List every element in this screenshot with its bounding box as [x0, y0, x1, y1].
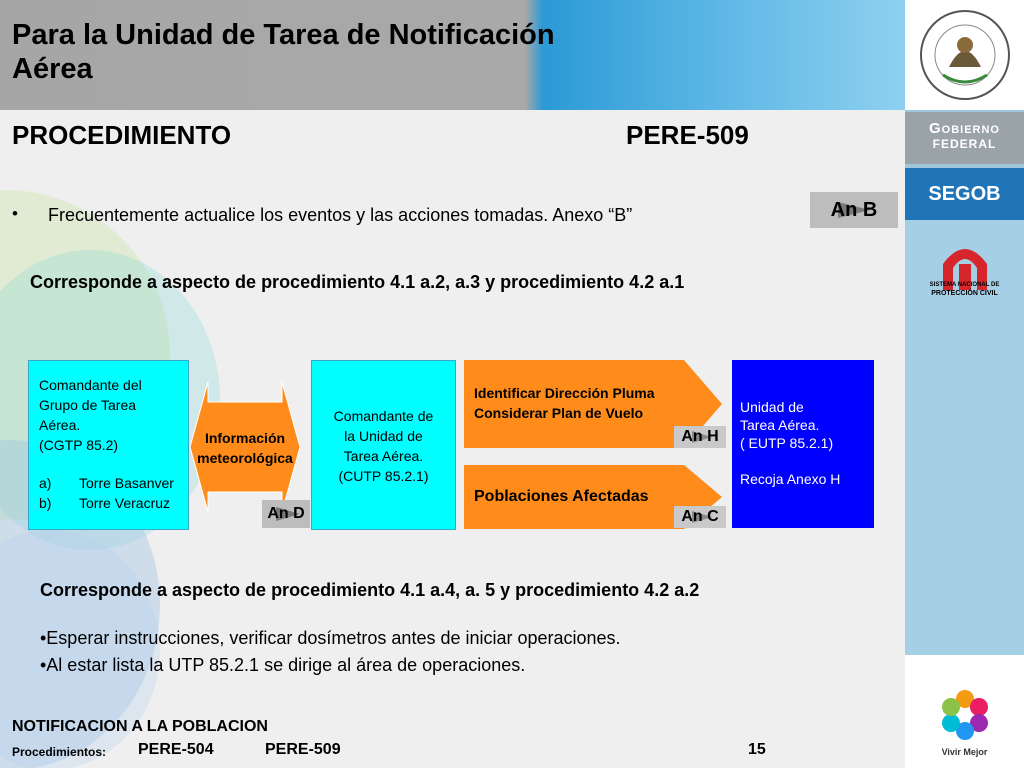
box2-line: la Unidad de — [344, 428, 423, 444]
arrow-top-line: Identificar Dirección Pluma — [474, 385, 655, 401]
annex-d-label: An D — [267, 505, 305, 522]
bullet-marker: • — [12, 204, 18, 223]
box3-line: Recoja Anexo H — [740, 471, 841, 487]
bullet-text: Frecuentemente actualice los eventos y las acciones tomadas. Anexo “B” — [48, 205, 633, 225]
vivir-mejor-text: Vivir Mejor — [941, 747, 988, 757]
procedure-reference-1: Corresponde a aspecto de procedimiento 4.1 a.2, a.3 y procedimiento 4.2 a.1 — [30, 272, 685, 292]
arrow-top-line: Considerar Plan de Vuelo — [474, 405, 644, 421]
footer-label: Procedimientos: — [12, 745, 107, 759]
segob-badge — [905, 168, 1024, 220]
page-title: Para la Unidad de Tarea de Notificación Aérea — [12, 19, 555, 85]
mexican-seal-icon — [915, 5, 1015, 105]
box1-line: Aérea. — [39, 417, 81, 433]
list-item: b) Torre Veracruz — [39, 495, 171, 511]
box1-line: Grupo de Tarea — [39, 397, 137, 413]
list-item: a) Torre Basanver — [39, 475, 174, 491]
annex-b-label: An B — [830, 199, 878, 221]
box2-line: Tarea Aérea. — [343, 448, 424, 464]
vivir-mejor-panel — [905, 655, 1024, 768]
vivir-mejor-logo-icon — [935, 685, 995, 745]
annex-c-label: An C — [681, 508, 719, 525]
proteccion-civil-panel — [905, 220, 1024, 655]
annex-h-label: An H — [681, 428, 719, 445]
section-label: PROCEDIMIENTO — [12, 120, 232, 150]
box3-line: Unidad de — [740, 399, 804, 415]
box3-line: Tarea Aérea. — [740, 417, 820, 433]
segob-text: SEGOB — [928, 183, 1001, 205]
box1-line: (CGTP 85.2) — [39, 437, 119, 453]
footer-procedure-link[interactable]: PERE-509 — [265, 741, 341, 758]
annex-h-button[interactable] — [674, 426, 726, 448]
annex-b-button[interactable] — [810, 192, 898, 228]
federal-text: FEDERAL — [932, 137, 997, 151]
box1-line: Comandante del — [39, 377, 142, 393]
page-number: 15 — [748, 741, 766, 758]
arrow-bottom-label: Poblaciones Afectadas — [474, 488, 649, 505]
instruction-line: •Al estar lista la UTP 85.2.1 se dirige al área de operaciones. — [40, 655, 526, 675]
annex-c-button[interactable] — [674, 506, 726, 528]
pc-line: SISTEMA NACIONAL DE — [929, 282, 1000, 288]
arrow-label-line: meteorológica — [197, 450, 293, 466]
arrow-label-line: Información — [204, 430, 286, 446]
gobierno-federal-badge — [905, 112, 1024, 164]
annex-d-button[interactable] — [262, 500, 310, 528]
footer-procedure-link[interactable]: PERE-504 — [138, 741, 214, 758]
flow-box-eutp — [732, 360, 874, 528]
procedure-reference-2: Corresponde a aspecto de procedimiento 4.1 a.4, a. 5 y procedimiento 4.2 a.2 — [40, 580, 700, 600]
box3-line: ( EUTP 85.2.1) — [740, 435, 834, 451]
instruction-line: •Esperar instrucciones, verificar dosímetros antes de iniciar operaciones. — [40, 628, 621, 648]
pc-line: PROTECCIÓN CIVIL — [931, 290, 998, 297]
double-arrow-shape — [190, 382, 300, 512]
box2-line: (CUTP 85.2.1) — [338, 468, 429, 484]
flow-box-cgtp — [28, 360, 189, 530]
section-code: PERE-509 — [626, 120, 749, 150]
footer-heading: NOTIFICACION A LA POBLACION — [12, 718, 268, 735]
box2-line: Comandante de — [333, 408, 434, 424]
flow-box-cutp — [311, 360, 456, 530]
gobierno-text: Gobierno — [928, 120, 1000, 137]
seal-panel — [905, 0, 1024, 110]
